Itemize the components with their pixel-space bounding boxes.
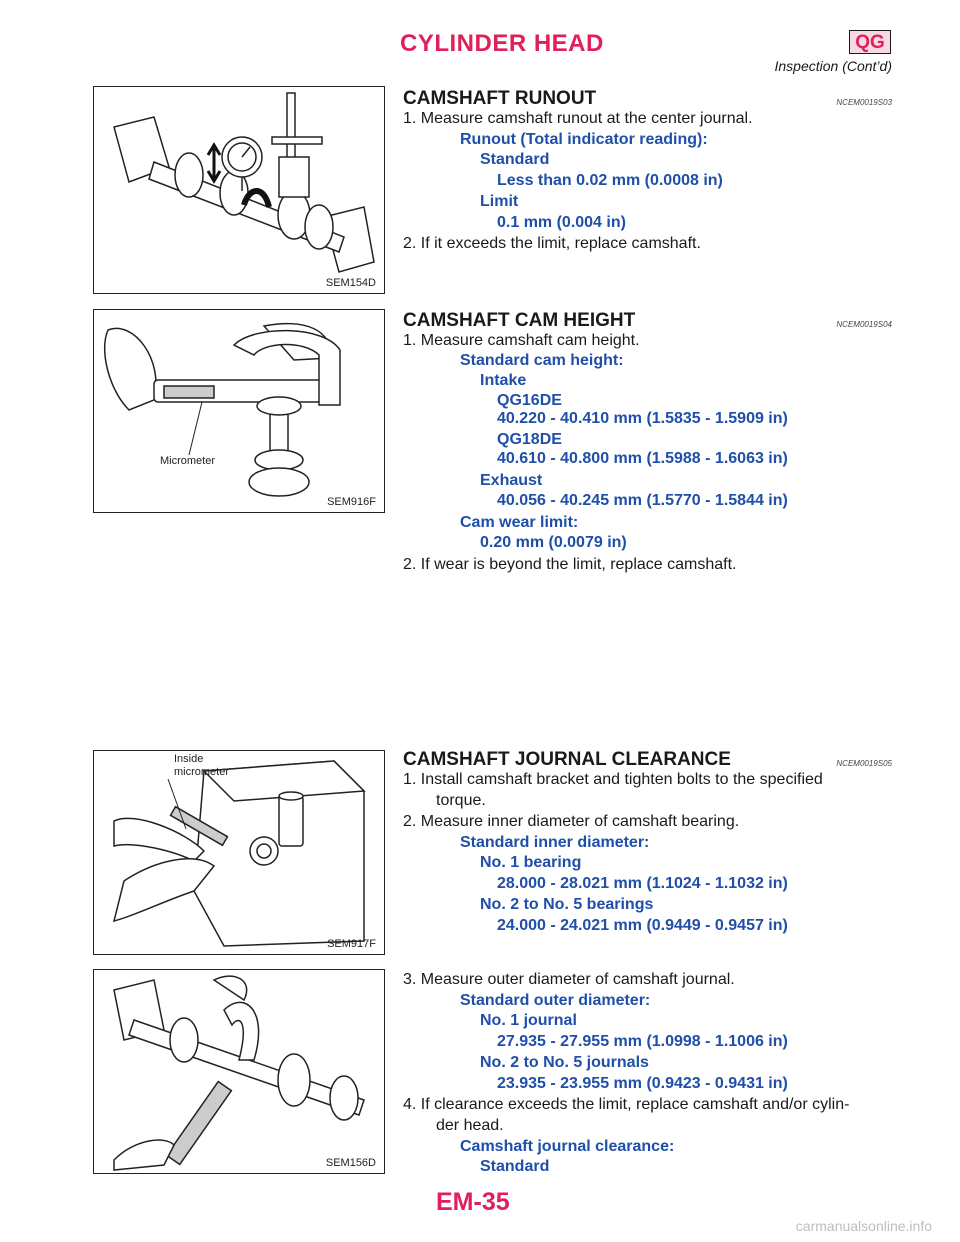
section-code-journal: NCEM0019S05 [836,759,892,768]
no2-bearing-label: No. 2 to No. 5 bearings [480,896,654,913]
no2-journal-value: 23.935 - 23.955 mm (0.9423 - 0.9431 in) [497,1075,788,1092]
journal-step-3: 3. Measure outer diameter of camshaft journal. [403,971,735,988]
section-title-runout: CAMSHAFT RUNOUT [403,88,597,109]
cam-height-spec-title: Standard cam height: [460,352,624,369]
intake-label: Intake [480,372,527,389]
cam-height-step-2: 2. If wear is beyond the limit, replace camshaft. [403,556,737,573]
watermark: carmanualsonline.info [795,1218,932,1234]
runout-limit-label: Limit [480,193,519,210]
figure-camshaft-runout [93,86,385,294]
qg18de-value: 40.610 - 40.800 mm (1.5988 - 1.6063 in) [497,450,788,467]
runout-step-1: 1. Measure camshaft runout at the center journal. [403,110,753,127]
no1-journal-label: No. 1 journal [480,1012,577,1029]
micrometer-label: Micrometer [160,455,216,467]
wear-limit-value: 0.20 mm (0.0079 in) [480,534,627,551]
exhaust-value: 40.056 - 40.245 mm (1.5770 - 1.5844 in) [497,492,788,509]
micrometer-illustration [94,310,385,513]
runout-spec-title: Runout (Total indicator reading): [460,131,708,148]
qg18de-label: QG18DE [497,431,562,448]
qg16de-label: QG16DE [497,392,562,409]
clearance-title: Camshaft journal clearance: [460,1138,675,1155]
inner-diameter-title: Standard inner diameter: [460,834,650,851]
camshaft-dial-gauge-illustration [94,87,385,294]
runout-standard-label: Standard [480,151,550,168]
figure-journal-outer-diameter [93,969,385,1174]
wear-limit-label: Cam wear limit: [460,514,579,531]
engine-badge: QG [849,30,891,54]
no1-journal-value: 27.935 - 27.955 mm (1.0998 - 1.1006 in) [497,1033,788,1050]
journal-step-4-line1: 4. If clearance exceeds the limit, replace camshaft and/or cylin- [403,1096,850,1113]
inside-micrometer-illustration [94,751,385,955]
page-section-title: CYLINDER HEAD [400,30,604,57]
figure-code: SEM156D [325,1157,376,1169]
section-title-cam-height: CAMSHAFT CAM HEIGHT [403,310,636,331]
qg16de-value: 40.220 - 40.410 mm (1.5835 - 1.5909 in) [497,410,788,427]
figure-code: SEM916F [327,496,376,508]
journal-step-1-line1: 1. Install camshaft bracket and tighten bolts to the specified [403,771,823,788]
figure-code: SEM154D [325,277,376,289]
inside-label-line1: Inside [174,753,204,765]
no1-bearing-label: No. 1 bearing [480,854,582,871]
cam-height-step-1: 1. Measure camshaft cam height. [403,332,640,349]
figure-cam-height [93,309,385,513]
journal-micrometer-illustration [94,970,385,1174]
figure-code: SEM917F [327,938,376,950]
runout-standard-value: Less than 0.02 mm (0.0008 in) [497,172,723,189]
page-number: EM-35 [436,1188,510,1216]
journal-step-1-line2: torque. [436,792,486,809]
inside-label-line2: micrometer [174,766,230,778]
journal-step-4-line2: der head. [436,1117,504,1134]
no2-bearing-value: 24.000 - 24.021 mm (0.9449 - 0.9457 in) [497,917,788,934]
runout-limit-value: 0.1 mm (0.004 in) [497,214,626,231]
clearance-standard-label: Standard [480,1158,550,1175]
section-code-cam-height: NCEM0019S04 [836,320,892,329]
figure-journal-inner-diameter [93,750,385,955]
page-subtitle: Inspection (Cont’d) [774,58,892,74]
no1-bearing-value: 28.000 - 28.021 mm (1.1024 - 1.1032 in) [497,875,788,892]
runout-step-2: 2. If it exceeds the limit, replace camshaft. [403,235,701,252]
exhaust-label: Exhaust [480,472,543,489]
no2-journal-label: No. 2 to No. 5 journals [480,1054,649,1071]
section-code-runout: NCEM0019S03 [836,98,892,107]
outer-diameter-title: Standard outer diameter: [460,992,651,1009]
journal-step-2: 2. Measure inner diameter of camshaft bearing. [403,813,740,830]
section-title-journal: CAMSHAFT JOURNAL CLEARANCE [403,749,731,770]
